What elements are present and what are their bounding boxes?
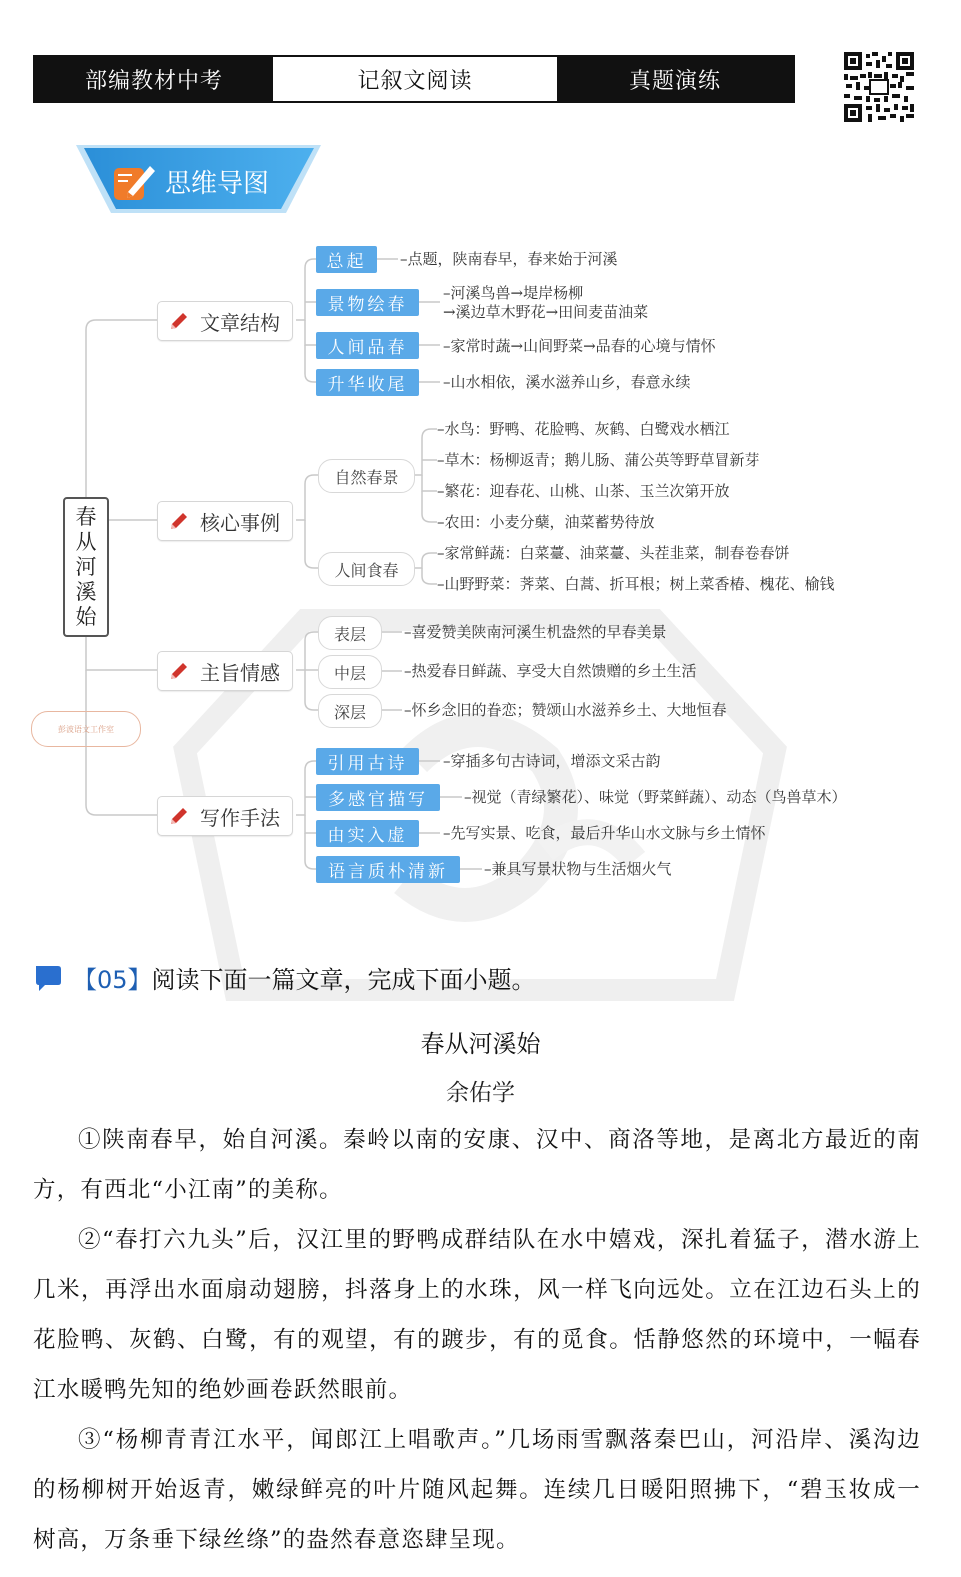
level-deep: 深层: [318, 694, 382, 728]
tag-ending: 升华收尾: [316, 369, 419, 396]
leaf-text: –草木：杨柳返青；鹅儿肠、蒲公英等野草冒新芽: [437, 451, 760, 469]
group-food: 人间食春: [318, 552, 415, 586]
studio-stamp: 彭波语文工作室: [31, 711, 141, 747]
leaf-text: →溪边草木野花→田间麦苗油菜: [443, 303, 649, 321]
pencil-icon: [168, 510, 190, 532]
leaf-text: –喜爱赞美陕南河溪生机盎然的早春美景: [404, 623, 667, 641]
article-author: 余佑学: [446, 1080, 515, 1106]
leaf-text: –视觉（青绿繁花）、味觉（野菜鲜蔬）、动态（鸟兽草木）: [464, 788, 847, 806]
question-number: 【05】: [73, 966, 152, 994]
leaf-text: –农田：小麦分蘖，油菜蓄势待放: [437, 513, 655, 531]
leaf-text: –点题，陕南春早，春来始于河溪: [400, 250, 618, 268]
tag-human: 人间品春: [316, 332, 419, 359]
tag-intro: 总起: [316, 246, 377, 273]
tag-language: 语言质朴清新: [316, 856, 460, 883]
leaf-text: –水鸟：野鸭、花脸鸭、灰鹤、白鹭戏水栖江: [437, 420, 730, 438]
header-bar: [33, 55, 795, 103]
leaf-text: –山野野菜：荠菜、白蒿、折耳根；树上菜香椿、槐花、榆钱: [437, 575, 835, 593]
leaf-text: –河溪鸟兽→堤岸杨柳: [443, 284, 584, 302]
leaf-text: –家常鲜蔬：白菜薹、油菜薹、头茬韭菜，制春卷春饼: [437, 544, 790, 562]
branch-examples: 核心事例: [157, 501, 293, 541]
leaf-text: –繁花：迎春花、山桃、山茶、玉兰次第开放: [437, 482, 730, 500]
pencil-icon: [168, 660, 190, 682]
pencil-icon: [168, 310, 190, 332]
leaf-text: –兼具写景状物与生活烟火气: [484, 860, 672, 878]
branch-technique: 写作手法: [157, 796, 293, 836]
article-paragraph: ①陕南春早，始自河溪。秦岭以南的安康、汉中、商洛等地，是离北方最近的南方，有西北“小江南”的美称。: [33, 1127, 921, 1203]
branch-theme: 主旨情感: [157, 651, 293, 691]
header-series-label: 部编教材中考: [35, 57, 273, 101]
tag-scenery: 景物绘春: [316, 289, 419, 316]
header-topic-label: 记叙文阅读: [273, 57, 557, 101]
level-middle: 中层: [318, 655, 382, 689]
header-section-label: 真题演练: [557, 57, 793, 101]
branch-structure: 文章结构: [157, 301, 293, 341]
mindmap-banner-title: 思维导图: [165, 169, 270, 199]
mindmap-root: 春从河溪始: [63, 497, 109, 637]
leaf-text: –热爱春日鲜蔬、享受大自然馈赠的乡土生活: [404, 662, 697, 680]
leaf-text: –山水相依，溪水滋养山乡，春意永续: [443, 373, 691, 391]
leaf-text: –穿插多句古诗词，增添文采古韵: [443, 752, 661, 770]
group-nature: 自然春景: [318, 459, 415, 493]
leaf-text: –家常时蔬→山间野菜→品春的心境与情怀: [443, 337, 716, 355]
level-surface: 表层: [318, 616, 382, 650]
tag-real-to-abstract: 由实入虚: [316, 820, 419, 847]
question-prompt: 阅读下面一篇文章，完成下面小题。: [151, 966, 536, 994]
leaf-text: –先写实景、吃食，最后升华山水文脉与乡土情怀: [443, 824, 766, 842]
tag-senses: 多感官描写: [316, 784, 440, 811]
speech-bubble-icon: [33, 963, 63, 993]
edit-pencil-icon: [112, 162, 156, 202]
tag-poetry: 引用古诗: [316, 748, 419, 775]
pencil-icon: [168, 805, 190, 827]
mindmap-connectors: [0, 230, 961, 910]
question-heading: [33, 960, 536, 995]
article-paragraph: ③“杨柳青青江水平，闻郎江上唱歌声。”几场雨雪飘落秦巴山，河沿岸、溪沟边的杨柳树开始返青，嫩绿鲜亮的叶片随风起舞。连续几日暖阳照拂下，“碧玉妆成一树高，万条垂下绿丝绦”的盎然春意恣肆呈现。: [33, 1427, 921, 1553]
qr-code-icon: [844, 52, 914, 122]
article-title: 春从河溪始: [420, 1030, 541, 1058]
leaf-text: –怀乡念旧的眷恋；赞颂山水滋养乡土、大地恒春: [404, 701, 727, 719]
article-paragraph: ②“春打六九头”后，汉江里的野鸭成群结队在水中嬉戏，深扎着猛子，潜水游上几米，再浮出水面扇动翅膀，抖落身上的水珠，风一样飞向远处。立在江边石头上的花脸鸭、灰鹤、白鹭，有的观望，有的踱步，有的觅食。恬静悠然的环境中，一幅春江水暖鸭先知的绝妙画卷跃然眼前。: [33, 1227, 921, 1403]
